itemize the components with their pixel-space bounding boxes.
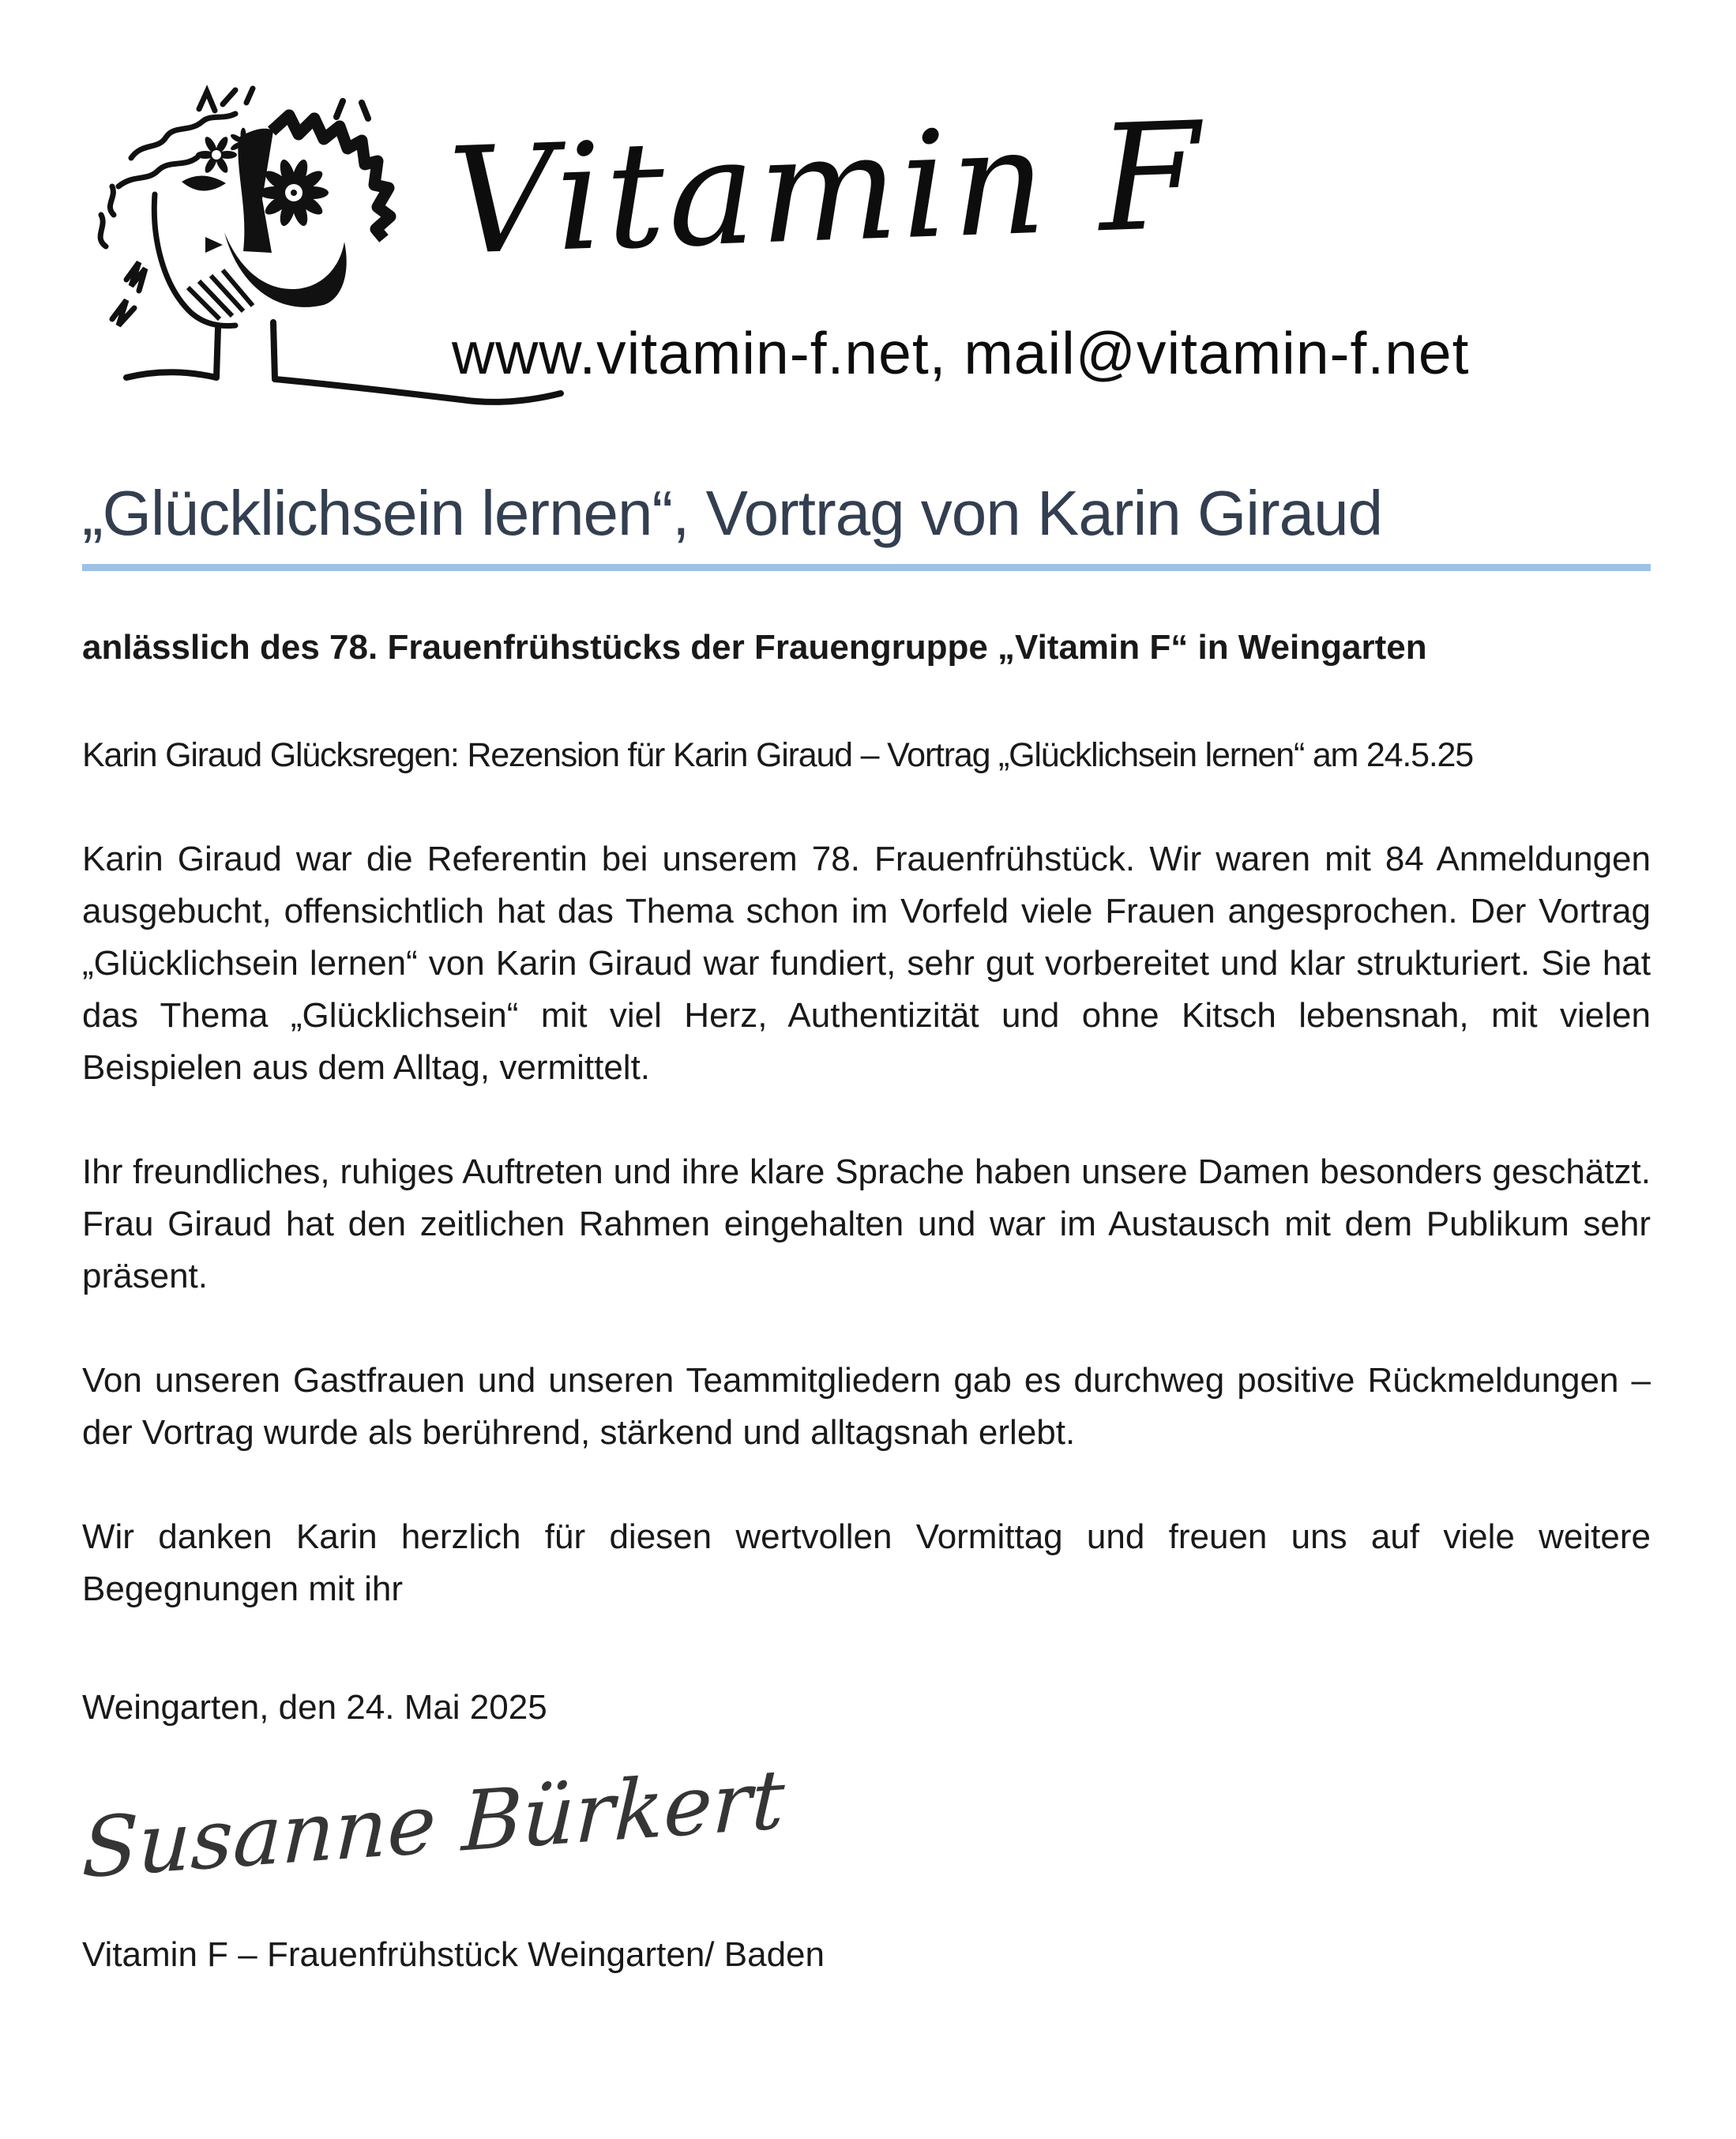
- paragraph-3: Von unseren Gastfrauen und unseren Teammitgliedern gab es durchweg positive Rückmeldungen – der Vortrag wurde als berührend, stärkend und alltagsnah erlebt.: [82, 1361, 1651, 1452]
- paragraph-4: Wir danken Karin herzlich für diesen wertvollen Vormittag und freuen uns auf viele weitere Begegnungen mit ihr: [82, 1517, 1651, 1608]
- paragraph-1: Karin Giraud war die Referentin bei unserem 78. Frauenfrühstück. Wir waren mit 84 Anmeldungen ausgebucht, offensichtlich hat das Thema schon im Vorfeld viele Frauen angesprochen. Der Vortrag „Glücklichsein lernen“ von Karin Giraud war fundiert, sehr gut vorbereitet und klar strukturiert. Sie hat das Thema „Glücklichsein“ mit viel Herz, Authentizität und ohne Kitsch lebensnah, mit vielen Beispielen aus dem Alltag, vermittelt.: [82, 840, 1651, 1087]
- organization-line: Vitamin F – Frauenfrühstück Weingarten/ Baden: [82, 1935, 825, 1974]
- date-line: Weingarten, den 24. Mai 2025: [82, 1688, 547, 1727]
- daisy-icon: [259, 158, 329, 228]
- hair-accent-icon: [336, 101, 368, 118]
- hair-doodle-icon: [100, 88, 253, 325]
- letterhead: [82, 88, 1651, 404]
- chin-hatch-icon: [188, 270, 253, 319]
- review-reference-line: Karin Giraud Glücksregen: Rezension für Karin Giraud – Vortrag „Glücklichsein lernen“ am 24.5.25: [82, 736, 1473, 774]
- signature-susanne-buerkert: Susanne Bürkert: [80, 1750, 787, 1897]
- contact-line: www.vitamin-f.net, mail@vitamin-f.net: [452, 320, 1470, 386]
- logo-wordmark: Vitamin F: [445, 89, 1207, 288]
- page-title: „Glücklichsein lernen“, Vortrag von Karin Giraud: [82, 478, 1383, 548]
- subtitle-occasion: anlässlich des 78. Frauenfrühstücks der Frauengruppe „Vitamin F“ in Weingarten: [82, 628, 1427, 667]
- title-underline: [82, 564, 1651, 571]
- paragraph-2: Ihr freundliches, ruhiges Auftreten und ihre klare Sprache haben unsere Damen besonders geschätzt. Frau Giraud hat den zeitlichen Rahmen eingehalten und war im Austausch mit dem Publikum sehr präsent.: [82, 1152, 1651, 1295]
